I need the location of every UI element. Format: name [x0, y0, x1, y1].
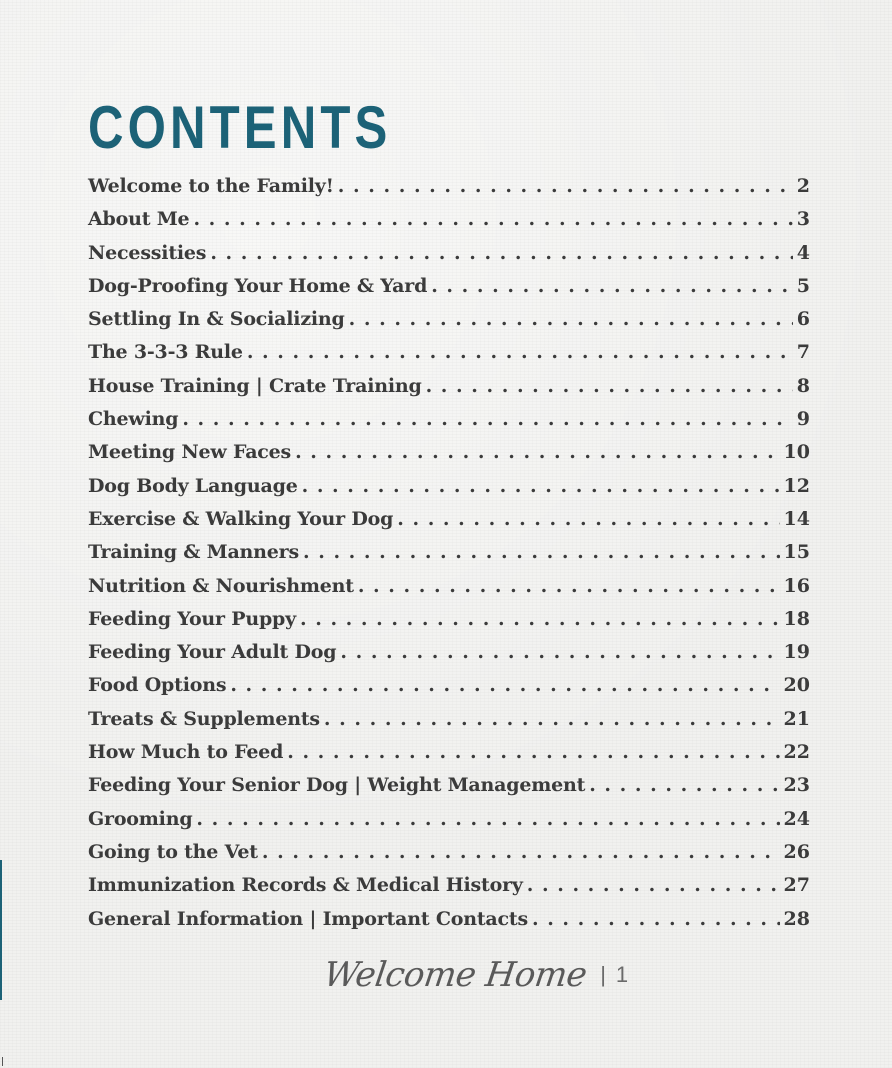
toc-dot-leader	[300, 608, 780, 630]
toc-dot-leader	[210, 242, 792, 264]
toc-entry[interactable]	[88, 508, 810, 541]
toc-entry[interactable]	[88, 242, 810, 275]
toc-entry-page: 28	[783, 907, 810, 930]
toc-entry-page: 26	[783, 840, 810, 863]
page-footer	[0, 955, 892, 995]
toc-entry[interactable]	[88, 575, 810, 608]
toc-entry[interactable]	[88, 708, 810, 741]
toc-dot-leader	[196, 808, 779, 830]
toc-entry-page: 21	[783, 707, 810, 730]
toc-dot-leader	[397, 508, 779, 530]
toc-dot-leader	[340, 641, 779, 663]
toc-entry-label: How Much to Feed	[88, 741, 284, 764]
toc-entry-page: 22	[783, 741, 810, 764]
toc-entry[interactable]	[88, 341, 810, 374]
toc-entry-label: House Training | Crate Training	[88, 374, 422, 397]
toc-entry[interactable]	[88, 874, 810, 907]
toc-entry-page: 5	[796, 274, 810, 297]
toc-entry-page: 8	[796, 374, 810, 397]
page-title: CONTENTS	[88, 94, 392, 161]
toc-entry-label: Chewing	[88, 408, 179, 431]
toc-entry[interactable]	[88, 908, 810, 941]
toc-entry-page: 14	[783, 507, 810, 530]
corner-mark	[2, 1057, 3, 1066]
toc-entry-page: 7	[796, 341, 810, 364]
toc-entry-label: Nutrition & Nourishment	[88, 574, 354, 597]
toc-entry[interactable]	[88, 541, 810, 574]
toc-entry-label: Feeding Your Puppy	[88, 607, 296, 630]
toc-entry-label: Treats & Supplements	[88, 707, 320, 730]
table-of-contents	[88, 175, 810, 941]
toc-dot-leader	[182, 408, 792, 430]
toc-entry-page: 15	[783, 541, 810, 564]
toc-entry-label: Welcome to the Family!	[88, 175, 334, 197]
toc-dot-leader	[193, 208, 792, 230]
toc-entry-page: 20	[783, 674, 810, 697]
toc-dot-leader	[338, 175, 793, 197]
toc-entry-label: Dog-Proofing Your Home & Yard	[88, 274, 428, 297]
toc-entry-label: Necessities	[88, 241, 207, 264]
toc-entry-label: Dog Body Language	[88, 474, 298, 497]
toc-entry[interactable]	[88, 408, 810, 441]
toc-entry-label: Food Options	[88, 674, 227, 697]
toc-entry-label: About Me	[88, 208, 190, 231]
toc-entry-page: 24	[783, 807, 810, 830]
toc-entry-label: General Information | Important Contacts	[88, 907, 528, 930]
toc-entry-label: The 3-3-3 Rule	[88, 341, 243, 364]
toc-entry[interactable]	[88, 175, 810, 208]
toc-entry-page: 3	[796, 208, 810, 231]
toc-dot-leader	[532, 908, 780, 930]
toc-dot-leader	[295, 441, 779, 463]
toc-dot-leader	[287, 741, 779, 763]
toc-entry-page: 16	[783, 574, 810, 597]
toc-entry-label: Grooming	[88, 807, 193, 830]
toc-entry[interactable]	[88, 375, 810, 408]
page-number: 1	[615, 962, 629, 987]
toc-entry[interactable]	[88, 608, 810, 641]
toc-entry-page: 6	[796, 308, 810, 331]
footer-script-title: Welcome Home	[321, 955, 589, 995]
toc-entry[interactable]	[88, 208, 810, 241]
toc-entry-label: Meeting New Faces	[88, 441, 292, 464]
toc-entry-page: 23	[783, 774, 810, 797]
toc-entry-page: 19	[783, 641, 810, 664]
toc-entry-label: Feeding Your Adult Dog	[88, 641, 337, 664]
toc-entry-label: Immunization Records & Medical History	[88, 874, 523, 897]
toc-entry-page: 27	[783, 874, 810, 897]
footer-separator: |	[600, 962, 606, 987]
toc-entry-label: Training & Manners	[88, 541, 299, 564]
toc-entry-page: 2	[796, 175, 810, 197]
toc-dot-leader	[230, 674, 779, 696]
toc-entry[interactable]	[88, 475, 810, 508]
toc-dot-leader	[302, 475, 780, 497]
toc-dot-leader	[358, 575, 780, 597]
toc-dot-leader	[527, 874, 780, 896]
toc-entry-page: 12	[783, 474, 810, 497]
toc-dot-leader	[303, 541, 780, 563]
toc-dot-leader	[262, 841, 780, 863]
toc-entry-page: 18	[783, 607, 810, 630]
toc-dot-leader	[324, 708, 780, 730]
toc-dot-leader	[426, 375, 793, 397]
toc-entry-label: Exercise & Walking Your Dog	[88, 507, 394, 530]
toc-entry-label: Feeding Your Senior Dog | Weight Management	[88, 774, 586, 797]
toc-entry-page: 9	[796, 408, 810, 431]
toc-entry-label: Settling In & Socializing	[88, 308, 345, 331]
toc-entry[interactable]	[88, 641, 810, 674]
toc-entry[interactable]	[88, 308, 810, 341]
toc-entry[interactable]	[88, 674, 810, 707]
toc-dot-leader	[431, 275, 793, 297]
toc-entry-page: 10	[783, 441, 810, 464]
toc-entry[interactable]	[88, 441, 810, 474]
toc-entry[interactable]	[88, 275, 810, 308]
toc-entry-page: 4	[796, 241, 810, 264]
toc-entry[interactable]	[88, 841, 810, 874]
toc-entry[interactable]	[88, 741, 810, 774]
toc-dot-leader	[349, 308, 793, 330]
toc-entry-label: Going to the Vet	[88, 840, 258, 863]
toc-dot-leader	[589, 774, 779, 796]
toc-dot-leader	[247, 341, 793, 363]
toc-entry[interactable]	[88, 808, 810, 841]
toc-entry[interactable]	[88, 774, 810, 807]
